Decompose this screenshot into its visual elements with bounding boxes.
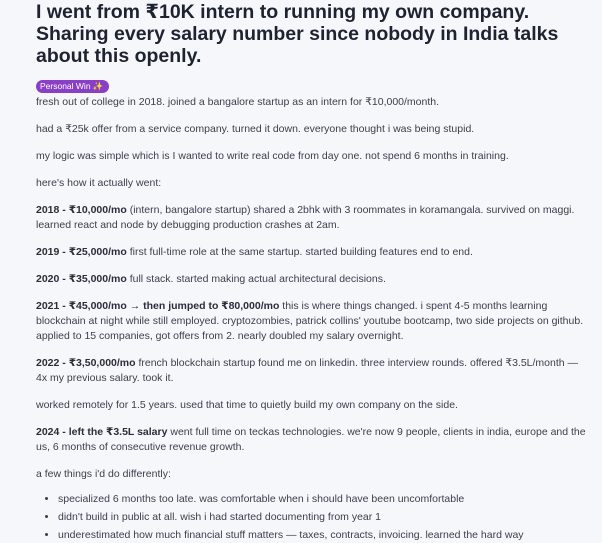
salary-entry-2018: 2018 - ₹10,000/mo (intern, bangalore startup) shared a 2bhk with 3 roommates in koramangala. survived on maggi. learned react and node by debugging production crashes at 2am. [36, 204, 575, 231]
salary-entry-2022: 2022 - ₹3,50,000/mo french blockchain startup found me on linkedin. three interview rounds. offered ₹3.5L/month — 4x my previous salary. took it. [36, 357, 579, 384]
post-body [36, 95, 592, 543]
post-flair[interactable]: Personal Win ✨ [36, 80, 109, 93]
paragraph: here's how it actually went: [36, 177, 162, 189]
salary-entry-2021: 2021 - ₹45,000/mo → then jumped to ₹80,000/mo this is where things changed. i spent 4-5 months learning blockchain at night while still employed. cryptozombies, patrick collins' youtube bootcamp, two side projects on github. applied to 15 companies, got offers from 2. nearly doubled my salary overnight. [36, 300, 584, 342]
paragraph: my logic was simple which is I wanted to write real code from day one. not spend 6 months in training. [36, 150, 509, 162]
salary-entry-2020: 2020 - ₹35,000/mo full stack. started making actual architectural decisions. [36, 273, 386, 285]
paragraph: had a ₹25k offer from a service company. turned it down. everyone thought i was being stupid. [36, 123, 475, 135]
paragraph: worked remotely for 1.5 years. used that time to quietly build my own company on the side. [36, 399, 458, 411]
salary-entry-2024: 2024 - left the ₹3.5L salary went full time on teckas technologies. we're now 9 people, clients in india, europe and the us, 6 months of consecutive revenue growth. [36, 426, 586, 453]
list-item: • underestimated how much financial stuff matters — taxes, contracts, invoicing. learned the hard way [58, 528, 592, 543]
paragraph: fresh out of college in 2018. joined a bangalore startup as an intern for ₹10,000/month. [36, 96, 440, 108]
list-item: • specialized 6 months too late. was comfortable when i should have been uncomfortable [58, 492, 592, 507]
salary-entry-2019: 2019 - ₹25,000/mo first full-time role at the same startup. started building features end to end. [36, 246, 473, 258]
lessons-list [36, 492, 592, 543]
list-item: • didn't build in public at all. wish i had started documenting from year 1 [58, 510, 592, 525]
paragraph: a few things i'd do differently: [36, 468, 171, 480]
post-title: I went from ₹10K intern to running my own company. Sharing every salary number since nobody in India talks about this openly. [36, 1, 559, 67]
